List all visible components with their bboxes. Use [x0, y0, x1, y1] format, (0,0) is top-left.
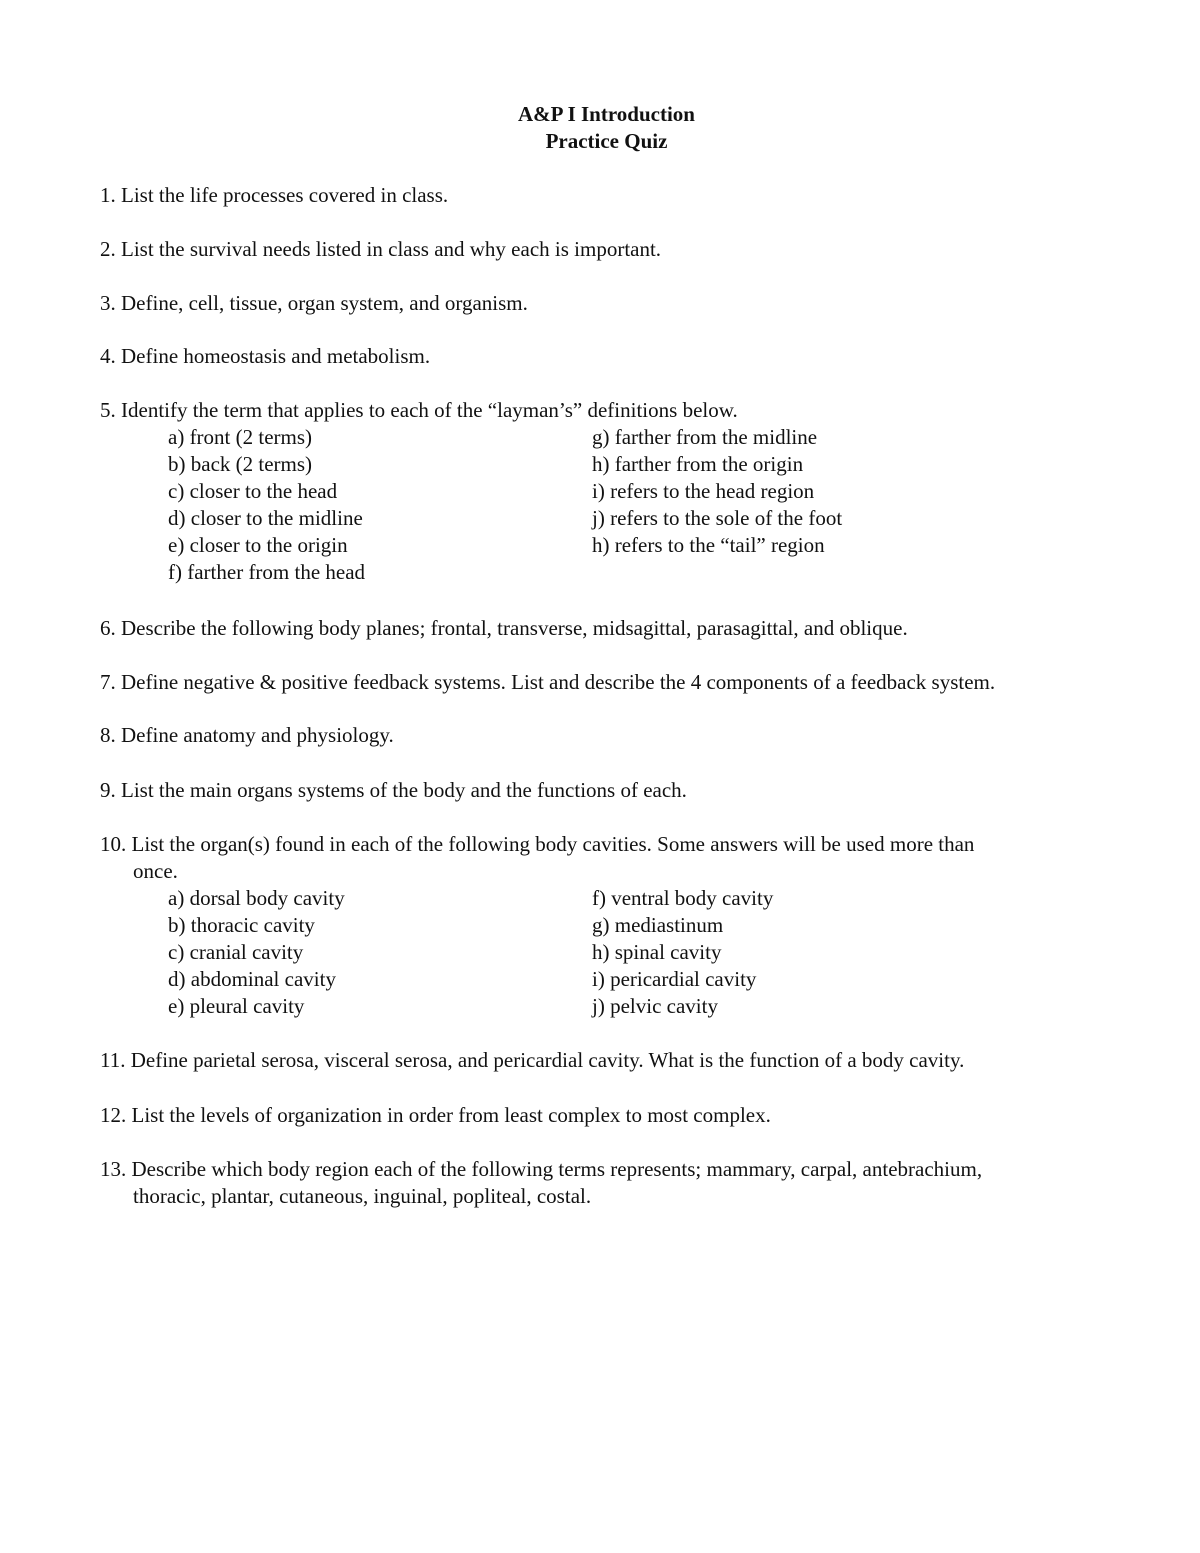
question-13-continuation: thoracic, plantar, cutaneous, inguinal, popliteal, costal.: [133, 1184, 592, 1208]
question-6: 6. Describe the following body planes; frontal, transverse, midsagittal, parasagittal, and oblique.: [100, 616, 908, 640]
list-item: f) ventral body cavity: [592, 886, 774, 910]
list-item: c) cranial cavity: [168, 940, 304, 964]
question-5-right-options: [592, 424, 842, 559]
list-item: h) refers to the “tail” region: [592, 533, 825, 557]
list-item: i) refers to the head region: [592, 479, 815, 503]
question-13: 13. Describe which body region each of the following terms represents; mammary, carpal, antebrachium,: [100, 1157, 983, 1181]
question-10: 10. List the organ(s) found in each of the following body cavities. Some answers will be used more than: [100, 832, 975, 856]
question-12: 12. List the levels of organization in order from least complex to most complex.: [100, 1103, 771, 1127]
question-3: 3. Define, cell, tissue, organ system, and organism.: [100, 291, 528, 315]
question-10-right-options: [592, 885, 773, 1020]
list-item: e) closer to the origin: [168, 533, 348, 557]
list-item: b) back (2 terms): [168, 452, 313, 476]
list-item: a) front (2 terms): [168, 425, 313, 449]
list-item: b) thoracic cavity: [168, 913, 315, 937]
list-item: c) closer to the head: [168, 479, 338, 503]
list-item: d) closer to the midline: [168, 506, 363, 530]
document-subtitle: Practice Quiz: [545, 129, 668, 153]
question-4: 4. Define homeostasis and metabolism.: [100, 344, 431, 368]
list-item: i) pericardial cavity: [592, 967, 757, 991]
question-2: 2. List the survival needs listed in class and why each is important.: [100, 237, 662, 261]
list-item: j) pelvic cavity: [592, 994, 718, 1018]
list-item: f) farther from the head: [168, 560, 366, 584]
question-8: 8. Define anatomy and physiology.: [100, 723, 394, 747]
question-5-left-options: [168, 424, 365, 586]
document-title: A&P I Introduction: [518, 102, 695, 126]
question-10-left-options: [168, 885, 345, 1020]
list-item: g) farther from the midline: [592, 425, 818, 449]
question-10-continuation: once.: [133, 859, 178, 883]
list-item: a) dorsal body cavity: [168, 886, 345, 910]
question-11: 11. Define parietal serosa, visceral serosa, and pericardial cavity. What is the function of a body cavity.: [100, 1048, 965, 1072]
question-1: 1. List the life processes covered in class.: [100, 183, 449, 207]
question-7: 7. Define negative & positive feedback systems. List and describe the 4 components of a feedback system.: [100, 670, 996, 694]
list-item: j) refers to the sole of the foot: [592, 506, 843, 530]
question-5: 5. Identify the term that applies to each of the “layman’s” definitions below.: [100, 398, 738, 422]
list-item: g) mediastinum: [592, 913, 724, 937]
list-item: e) pleural cavity: [168, 994, 305, 1018]
title-block: [0, 101, 1200, 155]
question-9: 9. List the main organs systems of the body and the functions of each.: [100, 778, 687, 802]
list-item: d) abdominal cavity: [168, 967, 336, 991]
list-item: h) spinal cavity: [592, 940, 722, 964]
list-item: h) farther from the origin: [592, 452, 804, 476]
